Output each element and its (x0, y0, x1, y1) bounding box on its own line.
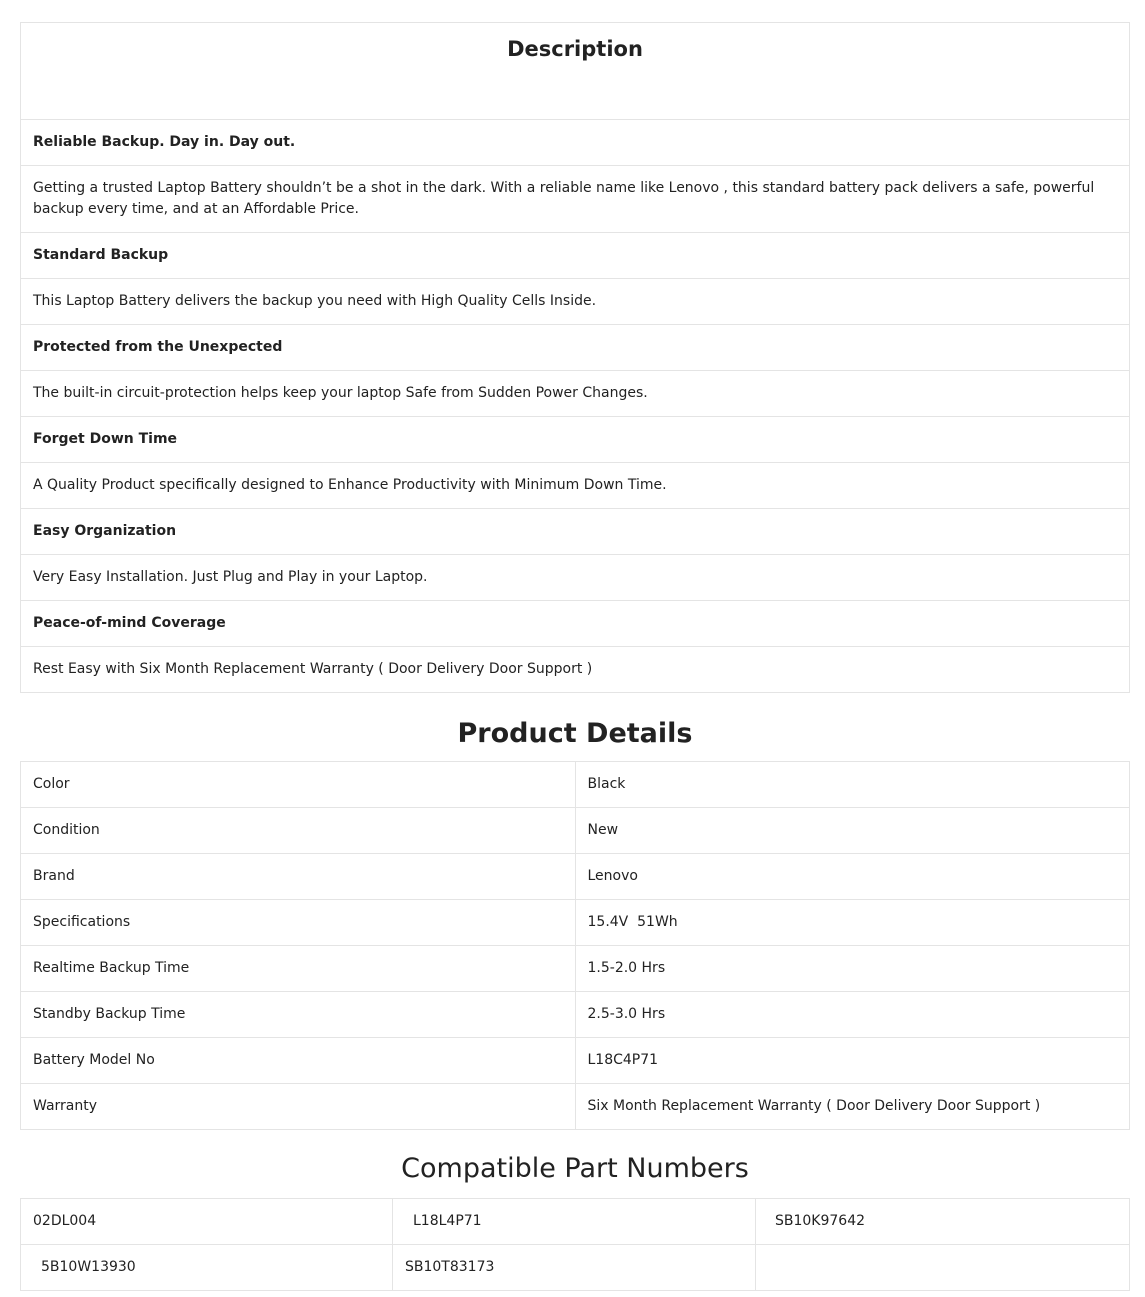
table-row (21, 854, 1130, 900)
section-text: Rest Easy with Six Month Replacement Warranty ( Door Delivery Door Support ) (21, 647, 1130, 693)
detail-value: L18C4P71 (575, 1038, 1130, 1084)
description-table (20, 22, 1130, 693)
detail-label: Brand (21, 854, 576, 900)
compatible-parts-table (20, 1198, 1130, 1291)
detail-label: Specifications (21, 900, 576, 946)
table-row (21, 992, 1130, 1038)
part-number-cell: L18L4P71 (393, 1199, 756, 1245)
detail-value: Black (575, 762, 1130, 808)
section-heading: Easy Organization (21, 509, 1130, 555)
detail-value: 2.5-3.0 Hrs (575, 992, 1130, 1038)
section-heading: Standard Backup (21, 233, 1130, 279)
section-heading: Peace-of-mind Coverage (21, 601, 1130, 647)
part-number-cell: SB10T83173 (393, 1245, 756, 1291)
table-row (21, 1245, 1130, 1291)
table-row (21, 762, 1130, 808)
part-number-cell: 02DL004 (21, 1199, 393, 1245)
part-number-cell: 5B10W13930 (21, 1245, 393, 1291)
section-text: The built-in circuit-protection helps keep your laptop Safe from Sudden Power Changes. (21, 371, 1130, 417)
detail-value: Six Month Replacement Warranty ( Door Delivery Door Support ) (575, 1084, 1130, 1130)
detail-value: 1.5-2.0 Hrs (575, 946, 1130, 992)
product-details-table (20, 761, 1130, 1130)
compatible-parts-title: Compatible Part Numbers (401, 1153, 749, 1184)
table-row (21, 900, 1130, 946)
section-text: Getting a trusted Laptop Battery shouldn’t be a shot in the dark. With a reliable name like Lenovo , this standard battery pack delivers a safe, powerful backup every time, and at an Affordable Price. (21, 166, 1130, 233)
part-number-cell (756, 1245, 1130, 1291)
detail-label: Realtime Backup Time (21, 946, 576, 992)
table-row (21, 1038, 1130, 1084)
detail-label: Warranty (21, 1084, 576, 1130)
section-text: A Quality Product specifically designed to Enhance Productivity with Minimum Down Time. (21, 463, 1130, 509)
table-row (21, 1084, 1130, 1130)
detail-value: 15.4V 51Wh (575, 900, 1130, 946)
description-title: Description (21, 23, 1130, 120)
section-text: This Laptop Battery delivers the backup you need with High Quality Cells Inside. (21, 279, 1130, 325)
table-row (21, 946, 1130, 992)
table-row (21, 808, 1130, 854)
detail-value: Lenovo (575, 854, 1130, 900)
part-number-cell: SB10K97642 (756, 1199, 1130, 1245)
product-details-title: Product Details (457, 718, 693, 749)
section-heading: Forget Down Time (21, 417, 1130, 463)
detail-label: Battery Model No (21, 1038, 576, 1084)
table-row (21, 1199, 1130, 1245)
page-content (20, 22, 1130, 1291)
detail-label: Standby Backup Time (21, 992, 576, 1038)
section-heading: Reliable Backup. Day in. Day out. (21, 120, 1130, 166)
detail-label: Condition (21, 808, 576, 854)
section-text: Very Easy Installation. Just Plug and Play in your Laptop. (21, 555, 1130, 601)
section-heading: Protected from the Unexpected (21, 325, 1130, 371)
detail-value: New (575, 808, 1130, 854)
detail-label: Color (21, 762, 576, 808)
